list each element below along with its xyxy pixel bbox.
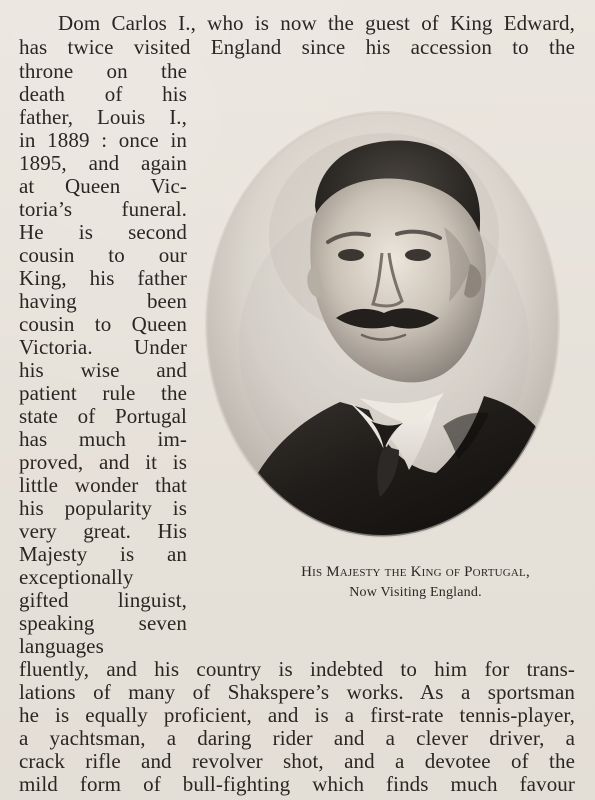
article-line-28: languages <box>19 634 104 658</box>
article-line-5: father, Louis I., <box>19 105 187 129</box>
article-line-25: exceptionally <box>19 565 134 589</box>
portrait-caption-title: His Majesty the King of Portugal, <box>301 564 530 580</box>
article-line-17: patient rule the <box>19 381 187 405</box>
article-line-12: King, his father <box>19 266 187 290</box>
article-line-24: Majesty is an <box>19 542 187 566</box>
article-line-8: at Queen Vic- <box>19 174 187 198</box>
article-line-6: in 1889 : once in <box>19 128 187 152</box>
article-line-11: cousin to our <box>19 243 187 267</box>
portrait-image <box>204 110 561 539</box>
article-line-30: lations of many of Shakspere’s works. As a sportsman <box>19 680 575 704</box>
article-line-31: he is equally proficient, and is a first-rate tennis-player, <box>19 703 575 727</box>
article-line-19: has much im- <box>19 427 187 451</box>
article-line-16: his wise and <box>19 358 187 382</box>
article-line-13: having been <box>19 289 187 313</box>
article-line-10: He is second <box>19 220 187 244</box>
article-line-34: mild form of bull-fighting which finds much favour <box>19 772 575 796</box>
article-line-9: toria’s funeral. <box>19 197 187 221</box>
article-line-29: fluently, and his country is indebted to him for trans- <box>19 657 575 681</box>
portrait-caption-subtitle: Now Visiting England. <box>349 585 482 600</box>
article-line-15: Victoria. Under <box>19 335 187 359</box>
article-line-22: his popularity is <box>19 496 187 520</box>
article-line-20: proved, and it is <box>19 450 187 474</box>
article-line-4: death of his <box>19 82 187 106</box>
article-line-33: crack rifle and revolver shot, and a devotee of the <box>19 749 575 773</box>
article-line-32: a yachtsman, a daring rider and a clever driver, a <box>19 726 575 750</box>
article-line-7: 1895, and again <box>19 151 187 175</box>
article-line-3: throne on the <box>19 59 187 83</box>
article-line-23: very great. His <box>19 519 187 543</box>
article-line-2: has twice visited England since his accession to the <box>19 35 575 59</box>
article-line-18: state of Portugal <box>19 404 187 428</box>
article-line-21: little wonder that <box>19 473 187 497</box>
article-line-27: speaking seven <box>19 611 187 635</box>
article-line-26: gifted linguist, <box>19 588 187 612</box>
article-line-1: Dom Carlos I., who is now the guest of King Edward, <box>58 11 575 35</box>
article-line-14: cousin to Queen <box>19 312 187 336</box>
